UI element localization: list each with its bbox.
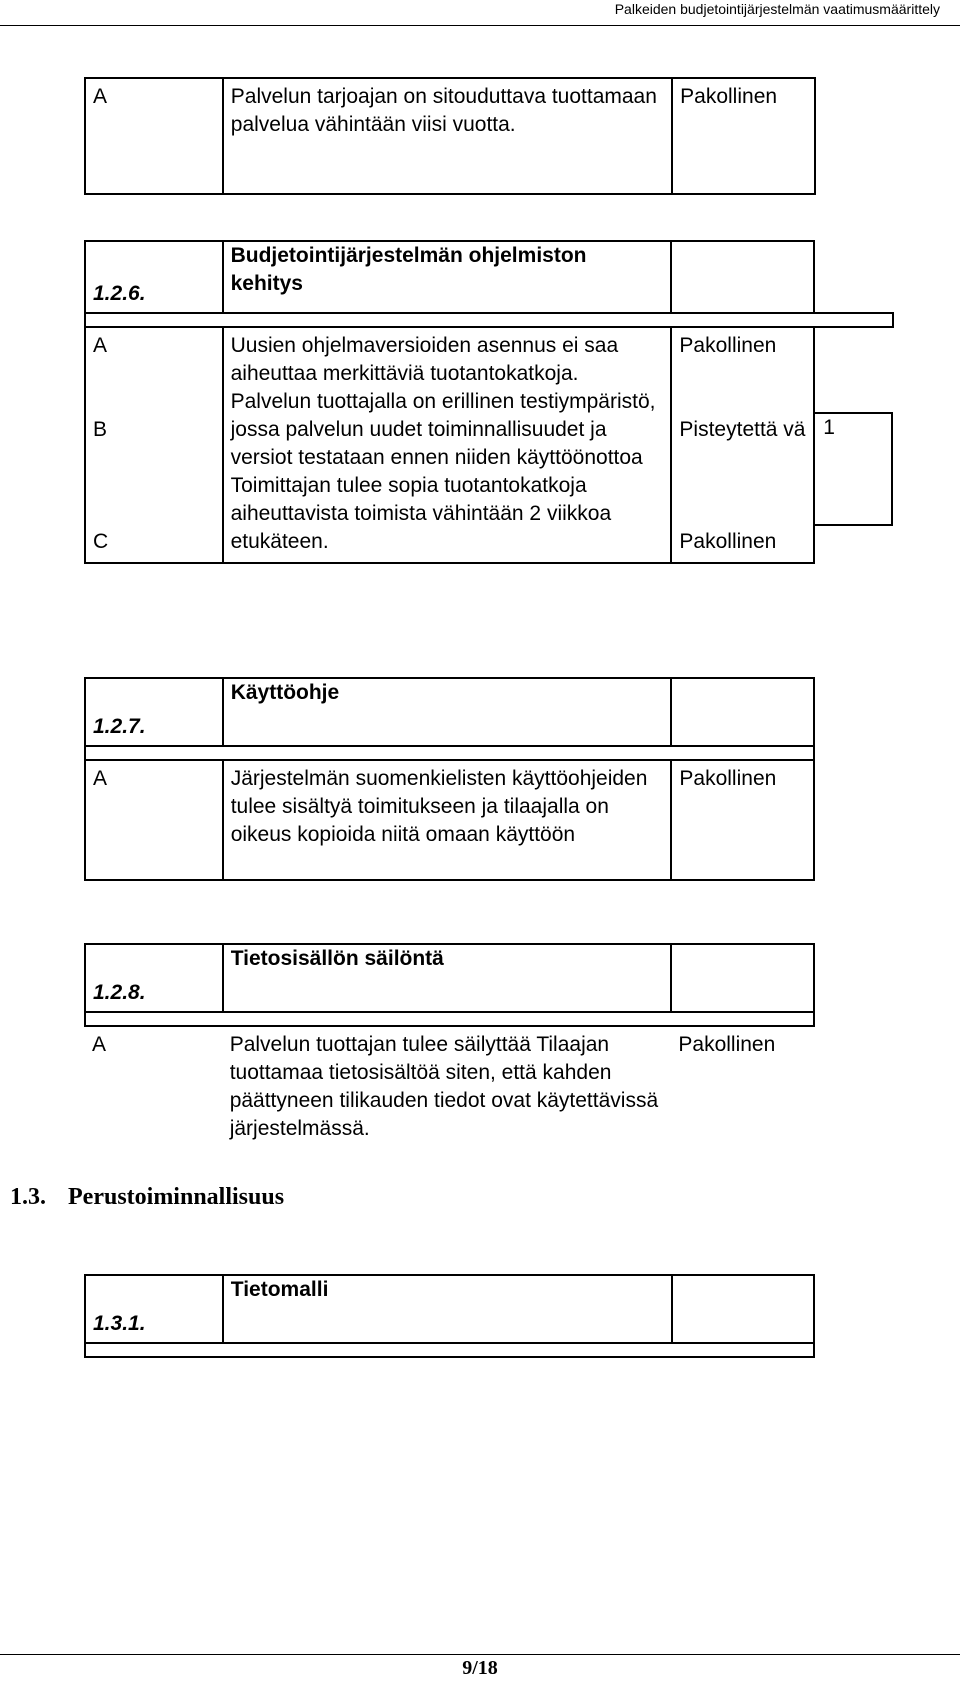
section-1-2-6 bbox=[84, 240, 894, 564]
header-rule bbox=[0, 25, 960, 26]
requirement-points bbox=[815, 78, 894, 194]
section-status-cell bbox=[671, 678, 814, 746]
chapter-heading bbox=[10, 1184, 284, 1211]
section-divider bbox=[85, 1012, 814, 1026]
document-header: Palkeiden budjetointijärjestelmän vaatimusmäärittely bbox=[614, 1, 940, 17]
section-status-cell bbox=[671, 944, 814, 1012]
requirement-text: Järjestelmän suomenkielisten käyttöohjeiden tulee sisältyä toimitukseen ja tilaajalla on oikeus kopioida niitä omaan käyttöön bbox=[223, 760, 672, 880]
requirement-status: Pakollinen bbox=[678, 1033, 776, 1056]
requirement-points: 1 bbox=[815, 412, 893, 526]
page-number: 9/18 bbox=[462, 1657, 498, 1679]
requirement-status: Pakollinen bbox=[671, 760, 814, 880]
section-status-cell bbox=[671, 241, 814, 313]
requirement-ids bbox=[85, 327, 223, 563]
section-number: 1.2.7. bbox=[85, 678, 223, 746]
requirement-id: C bbox=[93, 530, 109, 553]
requirement-id: A bbox=[93, 334, 108, 357]
section-divider bbox=[85, 1343, 814, 1357]
requirement-statuses bbox=[671, 327, 814, 563]
chapter-title: Perustoiminnallisuus bbox=[68, 1184, 285, 1210]
requirement-status: Pakollinen bbox=[679, 530, 777, 553]
requirement-id: B bbox=[93, 418, 108, 441]
requirement-text: Palvelun tarjoajan on sitouduttava tuottamaan palvelua vähintään viisi vuotta. bbox=[223, 78, 672, 194]
requirement-texts bbox=[223, 327, 672, 563]
section-number: 1.2.8. bbox=[85, 944, 223, 1012]
requirement-status: Pakollinen bbox=[672, 78, 815, 194]
chapter-number: 1.3. bbox=[10, 1184, 46, 1210]
section-number: 1.3.1. bbox=[85, 1275, 223, 1343]
requirement-status: Pisteytettä vä bbox=[679, 418, 806, 441]
section-title: Budjetointijärjestelmän ohjelmiston kehitys bbox=[223, 241, 672, 313]
footer-rule bbox=[0, 1654, 960, 1655]
requirement-id: A bbox=[85, 78, 223, 194]
section-title: Käyttöohje bbox=[223, 678, 672, 746]
requirement-text: Uusien ohjelmaversioiden asennus ei saa aiheuttaa merkittäviä tuotantokatkoja. bbox=[230, 334, 619, 385]
requirement-text: Palvelun tuottajalla on erillinen testiympäristö, jossa palvelun uudet toiminnallisuudet ja versiot testataan ennen niiden käyttöönottoa bbox=[230, 390, 656, 469]
requirement-text: Toimittajan tulee sopia tuotantokatkoja aiheuttavista toimista vähintään 2 viikkoa etukäteen. bbox=[230, 474, 612, 553]
requirement-text: Palvelun tuottajan tulee säilyttää Tilaajan tuottamaa tietosisältöä siten, että kahden päättyneen tilikauden tiedot ovat käytettävissä järjestelmässä. bbox=[229, 1033, 659, 1140]
section-divider bbox=[85, 313, 893, 327]
requirement-table-top bbox=[84, 77, 894, 195]
section-number: 1.2.6. bbox=[85, 241, 223, 313]
requirement-id: A bbox=[85, 760, 223, 880]
requirement-id: A bbox=[92, 1033, 107, 1056]
section-1-2-8 bbox=[84, 943, 894, 1143]
section-divider bbox=[85, 746, 814, 760]
requirement-status: Pakollinen bbox=[679, 334, 777, 357]
requirement-points-column bbox=[814, 327, 893, 563]
section-1-3-1 bbox=[84, 1274, 894, 1358]
section-1-2-7 bbox=[84, 677, 894, 881]
section-title: Tietosisällön säilöntä bbox=[223, 944, 672, 1012]
section-status-cell bbox=[672, 1275, 815, 1343]
section-title: Tietomalli bbox=[223, 1275, 672, 1343]
